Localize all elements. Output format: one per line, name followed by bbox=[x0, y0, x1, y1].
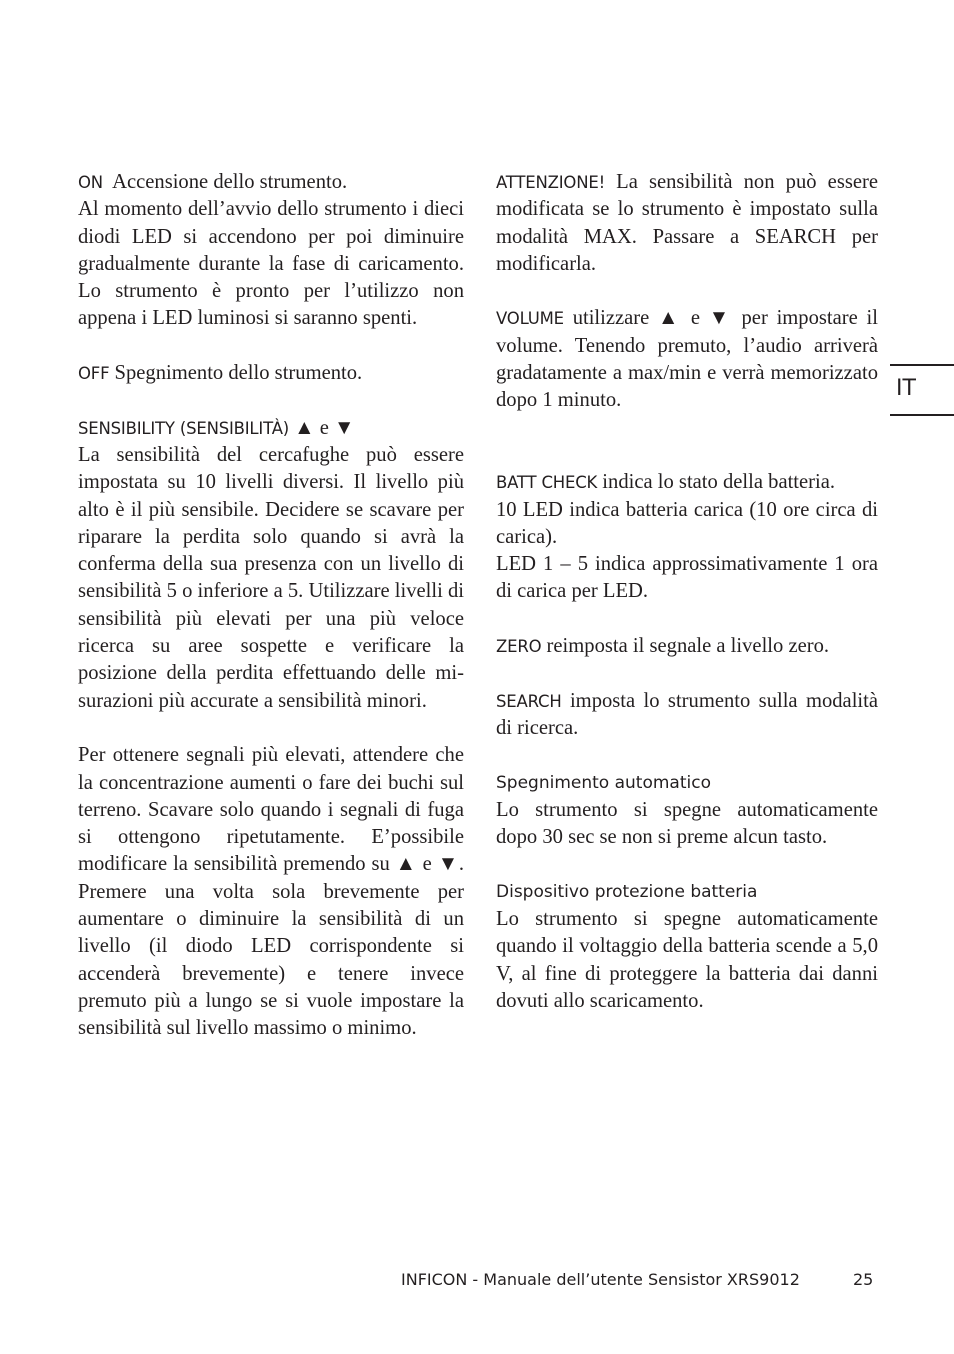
on-keyword: ON bbox=[78, 173, 103, 192]
zero-keyword: ZERO bbox=[496, 637, 542, 657]
left-column bbox=[78, 169, 464, 1070]
search-text: imposta lo strumento sulla modalità di ricerca. bbox=[496, 689, 879, 739]
on-label: Accensione dello strumento. bbox=[112, 171, 348, 193]
off-section bbox=[78, 360, 464, 387]
signals-body: Per ottenere segnali più elevati, attendere che la concentrazione aumenti o fare dei buchi sul terreno. Scavare solo quando i segnali di fuga si ottengono ripetutamente. E’possibile modificare la sensibilità premendo su ▲ e ▼. Premere una volta sola brevemente per aumentare o diminuire la sensibilità di un livello (il diodo LED corrispondente si accenderà brevemente) e tenere invece premuto più a lungo se si vuole impostare la sensibilità sul livello massimo o minimo. bbox=[78, 744, 464, 1040]
off-keyword: OFF bbox=[78, 364, 110, 384]
batt-check-keyword: BATT CHECK bbox=[496, 473, 598, 493]
volume-text: utilizzare ▲ e ▼ per impostare il volume. Tenendo premuto, l’audio arriverà gradatamente a max/min e verrà memorizzato dopo 1 minuto. bbox=[496, 307, 878, 412]
sensibility-section bbox=[78, 415, 464, 715]
page-number: 25 bbox=[853, 1270, 874, 1289]
battery-protection-section bbox=[496, 879, 878, 1015]
attention-keyword: ATTENZIONE! bbox=[496, 173, 605, 192]
batt-check-section bbox=[496, 469, 878, 605]
sensibility-heading bbox=[78, 415, 464, 442]
on-section bbox=[78, 169, 464, 333]
batt-check-line2: 10 LED indica batteria carica (10 ore circa di carica). bbox=[496, 498, 878, 548]
zero-text: reimposta il segnale a livello zero. bbox=[546, 635, 830, 658]
attention-section bbox=[496, 169, 878, 278]
volume-keyword: VOLUME bbox=[496, 309, 564, 329]
footer-title: INFICON - Manuale dell’utente Sensistor XRS9012 bbox=[401, 1270, 800, 1289]
language-tab-label: IT bbox=[896, 376, 916, 401]
sensibility-keyword: SENSIBILITY (SENSIBILITÀ) bbox=[78, 418, 290, 438]
right-column bbox=[496, 169, 878, 1043]
battery-protection-heading: Dispositivo protezione batteria bbox=[496, 881, 758, 902]
auto-off-text: Lo strumento si spegne automaticamente dopo 30 sec se non si preme alcun tasto. bbox=[496, 798, 878, 849]
off-label: Spegnimento dello strumento. bbox=[114, 362, 363, 385]
zero-section bbox=[496, 633, 878, 660]
search-section bbox=[496, 688, 878, 743]
attention-text: La sensibilità non può essere modificata se lo strumento è impostato sulla modalità MAX. Passare a SEARCH per modificarla. bbox=[496, 171, 878, 275]
auto-off-heading: Spegnimento automatico bbox=[496, 772, 711, 793]
batt-check-text: indica lo stato della batteria. bbox=[602, 471, 836, 494]
volume-section bbox=[496, 305, 878, 414]
on-body: Al momento dell’avvio dello strumento i dieci diodi LED si accendono per poi diminuire gradualmente durante la fase di caricamento. Lo strumento è pronto per l’utilizzo non appena i LED luminosi si saranno spenti. bbox=[78, 198, 464, 330]
auto-off-section bbox=[496, 770, 878, 852]
batt-check-line3: LED 1 – 5 indica approssimativamente 1 ora di carica per LED. bbox=[496, 553, 878, 603]
sensibility-arrows: ▲ e ▼ bbox=[294, 416, 355, 439]
search-keyword: SEARCH bbox=[496, 691, 562, 711]
sensibility-body: La sensibilità del cercafughe può essere impostata su 10 livelli diversi. Il livello più alto è il più sensibile. Decidere se scavare per riparare la perdita solo quando si avrà la conferma della sua presenza con un livello di sensibilità 5 o inferiore a 5. Utilizzare livelli di sensibilità più elevati per una più veloce ricerca su aree sospette e verificare la posizione della perdita effettuando delle misurazioni più accurate a sensibilità minori. bbox=[78, 443, 465, 712]
battery-protection-text: Lo strumento si spegne automaticamente quando il voltaggio della batteria scende a 5,0 V, al fine di proteggere la batteria dai danni dovuti allo scaricamento. bbox=[496, 908, 878, 1012]
language-tab bbox=[890, 364, 954, 416]
signals-section bbox=[78, 742, 464, 1042]
